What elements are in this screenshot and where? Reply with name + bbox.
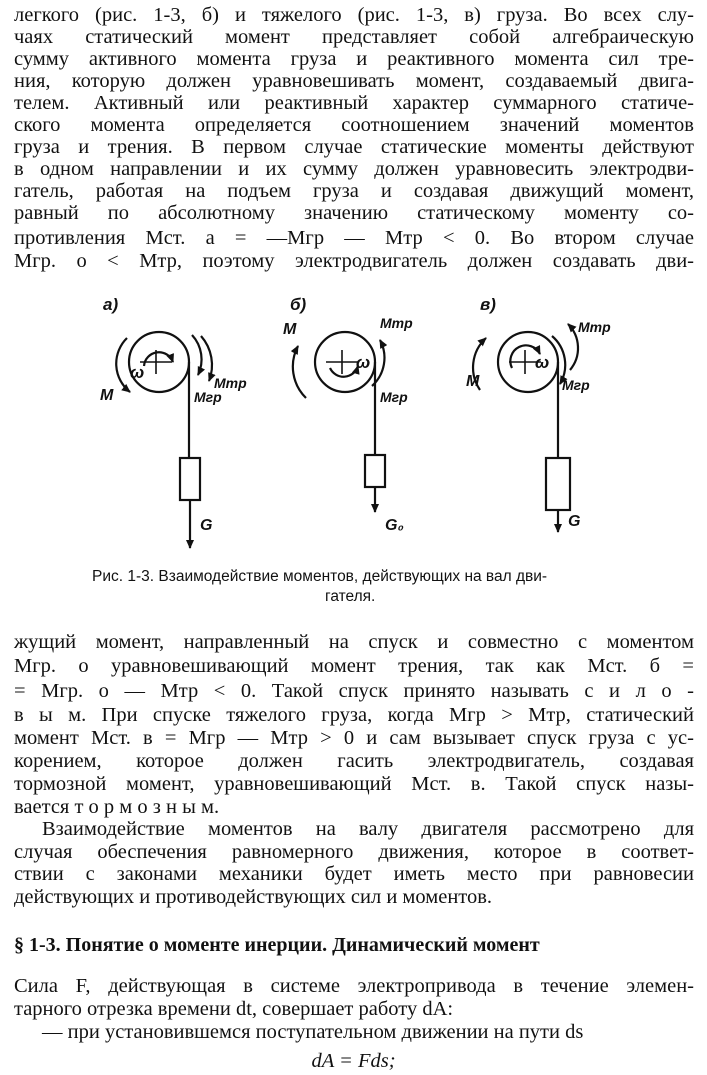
figure-caption-line-2: гателя.: [325, 588, 376, 605]
text-line: — при установившемся поступательном движении на пути ds: [42, 1021, 584, 1043]
text-line: груза и трения. В первом случае статические моменты действуют: [14, 136, 694, 158]
text-line: ния, которую должен уравновешивать момент, создаваемый двига-: [14, 70, 694, 92]
text-line: в ы м. При спуске тяжелого груза, когда Mгр > Mтр, статический: [14, 704, 694, 726]
G0-label: G₀: [385, 517, 404, 534]
text-line: случая обеспечения равномерного движения, которое в соответ-: [14, 841, 694, 863]
moment-Mtr-arrow: [372, 340, 384, 386]
text-line: действующих и противодействующих сил и моментов.: [14, 886, 493, 908]
Mgr-label: Mгр: [194, 389, 222, 405]
text-line: ствии с законами механики будет иметь место при равновесии: [14, 863, 694, 885]
text-line: телем. Активный или реактивный характер суммарного статиче-: [14, 92, 694, 114]
panel-label-b: б): [290, 295, 307, 314]
load-box: [180, 458, 200, 500]
omega-label: ω: [535, 353, 550, 372]
G-label: G: [200, 517, 213, 534]
text-line: Сила F, действующая в системе электропривода в течение элемен-: [14, 975, 694, 997]
text-line: момент Mст. в = Mгр — Mтр > 0 и сам вызывает спуск груза с ус-: [14, 727, 694, 749]
panel-a: [100, 295, 247, 548]
text-line: ского момента определяется соотношением значений моментов: [14, 114, 694, 136]
text-line: = Mгр. о — Mтр < 0. Такой спуск принято называть с и л о -: [14, 680, 694, 702]
figure-1-3: [0, 280, 707, 565]
omega-label: ω: [356, 353, 371, 372]
load-box: [546, 458, 570, 510]
panel-v: [466, 295, 611, 532]
text-line: легкого (рис. 1-3, б) и тяжелого (рис. 1-3, в) груза. Во всех слу-: [14, 4, 694, 26]
text-line: равный по абсолютному значению статическому моменту со-: [14, 202, 694, 224]
text-line: Mгр. о уравновешивающий момент трения, так как Mст. б =: [14, 655, 694, 677]
M-label: M: [100, 387, 114, 404]
M-label: M: [283, 321, 297, 338]
omega-arc-arrow: [330, 366, 358, 377]
Mtr-label: Mтр: [380, 315, 413, 331]
section-heading: § 1-3. Понятие о моменте инерции. Динамический момент: [14, 934, 540, 956]
Mtr-label: Mтр: [214, 375, 247, 391]
Mgr-label: Mгр: [562, 377, 590, 393]
moment-M-arrow: [116, 338, 130, 392]
G-label: G: [568, 513, 581, 530]
text-line: тарного отрезка времени dt, совершает работу dA:: [14, 998, 454, 1020]
text-line: Взаимодействие моментов на валу двигателя рассмотрено для: [42, 818, 694, 840]
omega-arc-arrow: [144, 352, 173, 366]
moment-M-arrow: [293, 346, 306, 398]
moment-Mtr-arrow: [568, 324, 578, 370]
text-line: вается т о р м о з н ы м.: [14, 796, 220, 818]
text-line: жущий момент, направленный на спуск и совместно с моментом: [14, 631, 694, 653]
panel-label-a: а): [103, 295, 119, 314]
load-box: [365, 455, 385, 487]
text-line: гатель, работая на подъем груза и создавая движущий момент,: [14, 180, 694, 202]
panel-b: [283, 295, 413, 534]
panel-label-v: в): [480, 295, 496, 314]
text-line: корением, которое должен гасить электродвигатель, создавая: [14, 750, 694, 772]
text-line: сумму активного момента груза и реактивного момента сил тре-: [14, 48, 694, 70]
formula: dA = Fds;: [311, 1050, 396, 1072]
omega-label: ω: [130, 363, 145, 382]
text-line: в одном направлении и их сумму должен уравновесить электродви-: [14, 158, 694, 180]
M-label: M: [466, 373, 480, 390]
Mtr-label: Mтр: [578, 319, 611, 335]
text-line: чаях статический момент представляет собой алгебраическую: [14, 26, 694, 48]
text-line: тормозной момент, уравновешивающий Mст. в. Такой спуск назы-: [14, 773, 694, 795]
Mgr-label: Mгр: [380, 389, 408, 405]
figure-caption-line-1: Рис. 1-3. Взаимодействие моментов, действующих на вал дви-: [92, 568, 548, 585]
moment-Mtr-arrow: [192, 335, 202, 375]
text-line: противления Mст. а = —Mгр — Mтр < 0. Во втором случае: [14, 227, 694, 249]
text-line: Mгр. о < Mтр, поэтому электродвигатель должен создавать дви-: [14, 250, 694, 272]
